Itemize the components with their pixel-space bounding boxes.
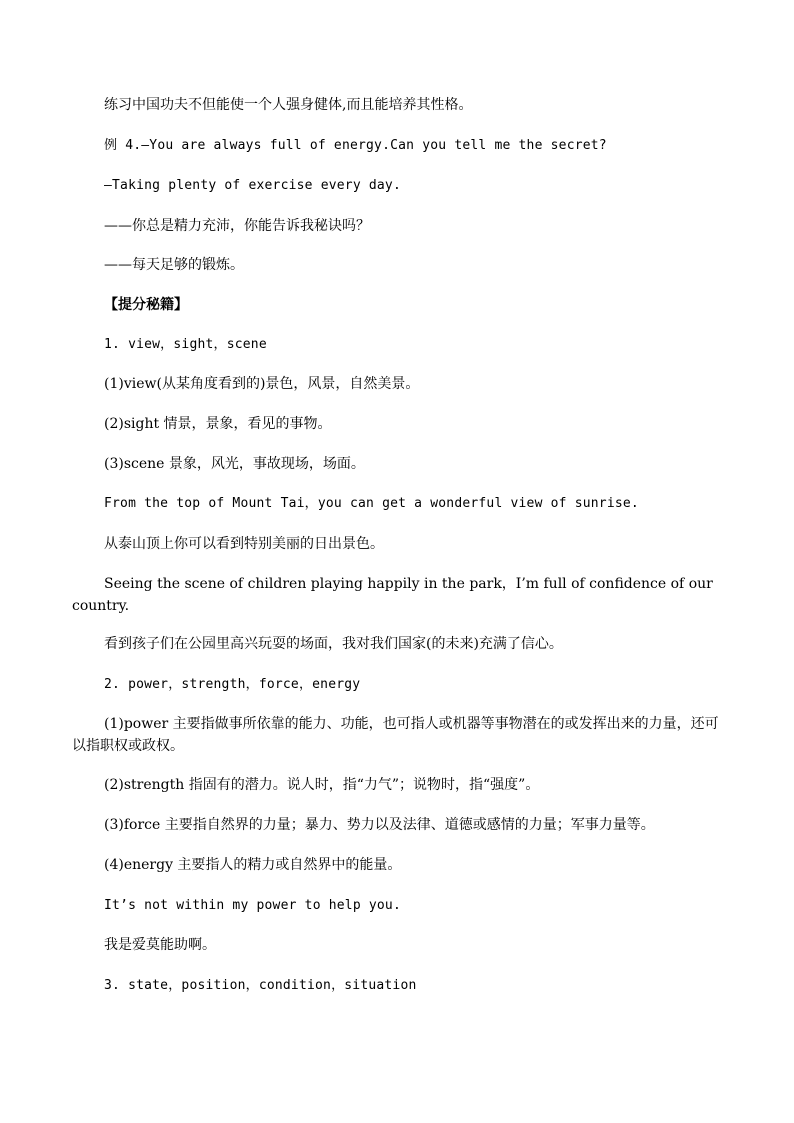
definition-line: (3)force 主要指自然界的力量；暴力、势力以及法律、道德或感情的力量；军事力量等。 [104,817,655,833]
text-line: 练习中国功夫不但能使一个人强身健体,而且能培养其性格。 [104,97,473,113]
translation-line: 我是爱莫能助啊。 [104,937,216,953]
item-heading: 2. power，strength，force，energy [104,677,361,692]
example-answer-line: —Taking plenty of exercise every day. [104,178,401,193]
item-heading: 3. state，position，condition，situation [104,978,417,993]
section-heading: 【提分秘籍】 [104,297,188,313]
item-heading: 1. view，sight，scene [104,337,267,352]
definition-line: (3)scene 景象，风光，事故现场，场面。 [104,456,365,472]
translation-line: 看到孩子们在公园里高兴玩耍的场面，我对我们国家(的未来)充满了信心。 [104,636,563,652]
translation-line: ——你总是精力充沛，你能告诉我秘诀吗？ [104,218,370,234]
example-paragraph: Seeing the scene of children playing happily in the park，I’m full of confidence of our country. [72,576,713,614]
translation-line: 从泰山顶上你可以看到特别美丽的日出景色。 [104,536,384,552]
example-sentence: It’s not within my power to help you. [104,898,401,913]
definition-line: (2)sight 情景，景象，看见的事物。 [104,416,332,432]
definition-line: (4)energy 主要指人的精力或自然界中的能量。 [104,857,402,873]
definition-line: (2)strength 指固有的潜力。说人时，指“力气”；说物时，指“强度”。 [104,777,540,793]
example-question-line: 例 4.—You are always full of energy.Can you tell me the secret? [104,138,607,153]
translation-line: ——每天足够的锻炼。 [104,257,244,273]
definition-line: (1)view(从某角度看到的)景色，风景，自然美景。 [104,376,420,392]
example-sentence: From the top of Mount Tai，you can get a wonderful view of sunrise. [104,496,639,511]
definition-paragraph: (1)power 主要指做事所依靠的能力、功能，也可指人或机器等事物潜在的或发挥出来的力量，还可以指职权或政权。 [72,716,719,754]
